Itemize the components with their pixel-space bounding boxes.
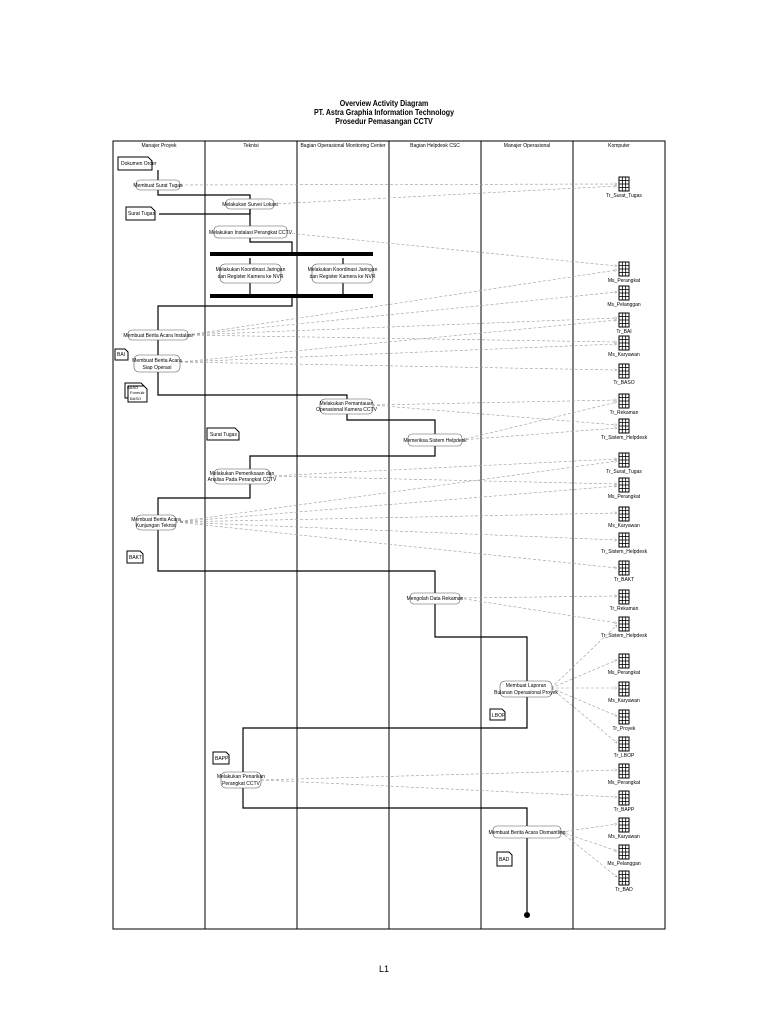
table-label: Ms_Perangkat	[607, 670, 641, 676]
svg-text:Melakukan Pemeriksaan dan: Melakukan Pemeriksaan dan	[209, 471, 275, 477]
lane-header: Bagian Operasional Monitoring Center	[300, 143, 386, 149]
table-icon	[608, 682, 640, 704]
document-node	[126, 207, 155, 220]
activity-node	[209, 226, 293, 238]
document-node	[207, 428, 239, 440]
activity-node	[217, 772, 265, 788]
svg-text:Membuat Berita Acara Instalasi: Membuat Berita Acara Instalasi	[123, 333, 193, 339]
table-label: Tr_BASO	[613, 380, 635, 386]
svg-text:Melakukan Instalasi Perangkat: Melakukan Instalasi Perangkat CCTV	[208, 230, 293, 236]
lane-header: Teknisi	[243, 143, 259, 149]
document-node	[127, 551, 143, 563]
table-icon	[601, 419, 648, 441]
table-label: Tr_Surat_Tugas	[606, 193, 642, 199]
svg-text:Dokumen Order: Dokumen Order	[121, 161, 157, 167]
table-label: Tr_Surat_Tugas	[606, 469, 642, 475]
svg-text:BAD: BAD	[499, 857, 510, 863]
table-label: Tr_Sistem_Helpdesk	[600, 435, 648, 441]
table-icon	[614, 737, 635, 759]
table-icon	[614, 791, 635, 813]
svg-text:Melakukan Koordinasi Jaringan: Melakukan Koordinasi Jaringan	[215, 267, 286, 273]
activity-node	[316, 399, 378, 414]
table-icon	[601, 533, 648, 555]
table-label: Ms_Karyawan	[608, 834, 640, 840]
table-label: Tr_BAD	[615, 887, 633, 893]
activity-node	[123, 330, 192, 340]
svg-text:Perangkat CCTV: Perangkat CCTV	[222, 781, 260, 787]
table-label: Tr_BAPP	[613, 807, 635, 813]
svg-text:Membuat Berita Acara: Membuat Berita Acara	[132, 358, 182, 364]
table-icon	[608, 654, 641, 676]
table-icon	[608, 818, 640, 840]
svg-text:Melakukan Pemantauan: Melakukan Pemantauan	[319, 401, 374, 407]
table-label: Tr_Sistem_Helpdesk	[600, 633, 648, 639]
svg-text:Melakukan Koordinasi Jaringan: Melakukan Koordinasi Jaringan	[307, 267, 378, 273]
lane-header: Komputer	[608, 143, 630, 149]
table-label: Tr_Rekaman	[609, 606, 639, 612]
table-icon	[613, 710, 636, 732]
activity-node	[494, 681, 558, 697]
table-icon	[608, 336, 640, 358]
swimlane-frame	[113, 141, 665, 929]
table-label: Tr_LBOP	[613, 753, 635, 759]
table-icon	[607, 286, 641, 308]
lane-header: Manajer Operasional	[503, 143, 551, 149]
svg-text:Membuat Berita Acara Dismantli: Membuat Berita Acara Dismantling	[488, 830, 566, 836]
svg-text:BAPP: BAPP	[215, 756, 229, 762]
table-icon	[608, 478, 641, 500]
fork-bar	[210, 252, 373, 256]
table-icon	[608, 764, 641, 786]
svg-text:Surat Tugas: Surat Tugas	[210, 432, 237, 438]
document-node	[497, 852, 512, 866]
table-icon	[608, 507, 640, 529]
document-node	[115, 349, 128, 360]
activity-node	[216, 264, 286, 283]
activity-node	[308, 264, 378, 283]
table-icon	[601, 617, 648, 639]
lane-header: Manajer Proyek	[141, 143, 177, 149]
svg-text:Membuat Surat Tugas: Membuat Surat Tugas	[133, 183, 183, 189]
activity-node	[403, 434, 467, 446]
svg-text:Mengolah Data Rekaman: Mengolah Data Rekaman	[406, 596, 464, 602]
svg-text:Melakukan Penarikan: Melakukan Penarikan	[216, 774, 266, 780]
table-label: Ms_Karyawan	[608, 698, 640, 704]
svg-text:Analisa Pada Perangkat CCTV: Analisa Pada Perangkat CCTV	[207, 477, 277, 483]
activity-node	[489, 826, 566, 838]
table-label: Ms_Karyawan	[608, 352, 640, 358]
table-icon	[615, 871, 633, 893]
activity-node	[132, 355, 182, 372]
table-icon	[616, 313, 631, 335]
svg-text:BAI: BAI	[117, 352, 126, 358]
table-icon	[606, 453, 642, 475]
table-icon	[607, 845, 641, 867]
svg-text:LBOP: LBOP	[492, 713, 506, 719]
table-icon	[610, 590, 639, 612]
document-node	[490, 709, 506, 720]
table-label: Ms_Perangkat	[607, 278, 641, 284]
join-bar	[210, 294, 373, 298]
table-label: Ms_Pelanggan	[607, 861, 641, 867]
table-label: Tr_Rekaman	[609, 410, 639, 416]
svg-text:BAKT: BAKT	[129, 555, 143, 561]
table-label: Tr_BAI	[616, 329, 632, 335]
svg-text:Membuat Laporan: Membuat Laporan	[505, 683, 547, 689]
document-node	[118, 157, 157, 170]
svg-text:Melakukan Survei Lokasi: Melakukan Survei Lokasi	[222, 202, 278, 208]
svg-text:Membuat Berita Acara: Membuat Berita Acara	[131, 517, 181, 523]
end-node	[524, 912, 530, 918]
activity-node	[133, 180, 183, 190]
document-node	[125, 383, 147, 402]
table-label: Ms_Perangkat	[607, 494, 641, 500]
document-node	[213, 752, 229, 764]
table-label: Ms_Karyawan	[608, 523, 640, 529]
svg-text:Operasional Kamera CCTV: Operasional Kamera CCTV	[316, 407, 377, 413]
table-label: Ms_Perangkat	[607, 780, 641, 786]
svg-text:dan Register Kamera ke NVR: dan Register Kamera ke NVR	[309, 274, 376, 280]
table-icon	[613, 364, 634, 386]
svg-text:Kunjungan Teknisi: Kunjungan Teknisi	[135, 523, 177, 529]
lane-header: Bagian Helpdesk CSC	[410, 143, 460, 149]
activity-node	[222, 199, 278, 209]
table-icon	[610, 394, 639, 416]
table-label: Tr_BAKT	[613, 577, 635, 583]
table-icon	[614, 561, 634, 583]
page-number: L1	[378, 964, 389, 974]
table-icon	[606, 177, 642, 199]
svg-text:dan Register Kamera ke NVR: dan Register Kamera ke NVR	[217, 274, 284, 280]
diagram-title: Overview Activity Diagram	[339, 99, 429, 108]
table-label: Tr_Sistem_Helpdesk	[600, 549, 648, 555]
svg-text:Siap Operasi: Siap Operasi	[142, 365, 172, 371]
svg-text:BASO: BASO	[130, 396, 142, 401]
svg-text:Bulanan Operasional Proyek: Bulanan Operasional Proyek	[494, 690, 558, 696]
svg-text:Memeriksa Sistem Helpdesk: Memeriksa Sistem Helpdesk	[403, 438, 467, 444]
svg-text:Formulir: Formulir	[130, 390, 145, 395]
procedure-name: Prosedur Pemasangan CCTV	[335, 117, 433, 126]
activity-node	[131, 515, 181, 530]
svg-text:BASO: BASO	[127, 385, 139, 390]
table-label: Ms_Pelanggan	[607, 302, 641, 308]
svg-text:Surat Tugas: Surat Tugas	[128, 211, 155, 217]
table-label: Tr_Proyek	[612, 726, 636, 732]
activity-node	[208, 469, 277, 484]
company-name: PT. Astra Graphia Information Technology	[313, 108, 455, 117]
activity-node	[407, 593, 464, 604]
